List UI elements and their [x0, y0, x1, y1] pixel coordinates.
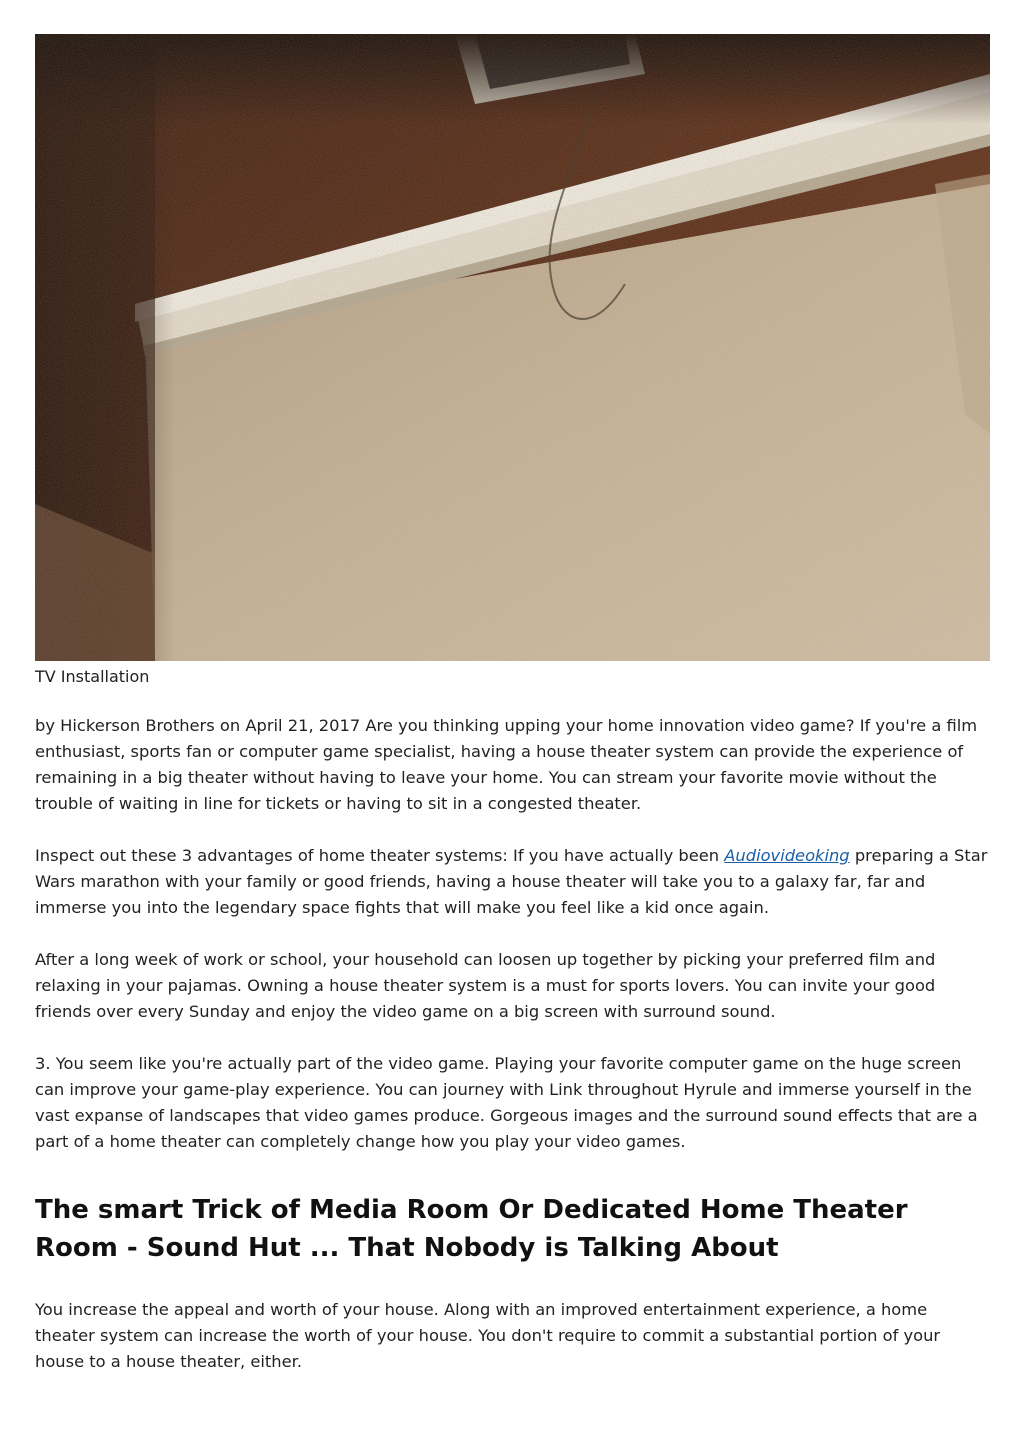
paragraph-advantages-after: preparing a Star Wars marathon with your family or good friends, having a house theater will take you to a galaxy far, far and immerse you into the legendary space fights that will make you feel like a kid once again. — [35, 846, 988, 917]
hero-photo — [35, 34, 990, 661]
article — [35, 34, 990, 1375]
paragraph-intro: by Hickerson Brothers on April 21, 2017 Are you thinking upping your home innovation video game? If you're a film enthusiast, sports fan or computer game specialist, having a house theater system can provide the experience of remaining in a big theater without having to leave your home. You can stream your favorite movie without the trouble of waiting in line for tickets or having to sit in a congested theater. — [35, 716, 978, 813]
paragraph-household: After a long week of work or school, your household can loosen up together by picking your preferred film and relaxing in your pajamas. Owning a house theater system is a must for sports lovers. You can invite your good friends over every Sunday and enjoy the video game on a big screen with surround sound. — [35, 950, 936, 1021]
tv-installation-photo — [35, 34, 990, 661]
image-caption: TV Installation — [35, 667, 150, 686]
paragraph-advantages — [35, 843, 990, 921]
section-heading: The smart Trick of Media Room Or Dedicated Home Theater Room - Sound Hut ... That Nobody is Talking About — [35, 1195, 908, 1263]
paragraph-advantages-before: Inspect out these 3 advantages of home theater systems: If you have actually been — [35, 846, 725, 865]
audiovideoking-link[interactable]: Audiovideoking — [724, 846, 850, 865]
paragraph-video-game: 3. You seem like you're actually part of the video game. Playing your favorite computer game on the huge screen can improve your game-play experience. You can journey with Link throughout Hyrule and immerse yourself in the vast expanse of landscapes that video games produce. Gorgeous images and the surround sound effects that are a part of a home theater can completely change how you play your video games. — [35, 1054, 978, 1151]
paragraph-worth: You increase the appeal and worth of your house. Along with an improved entertainment experience, a home theater system can increase the worth of your house. You don't require to commit a substantial portion of your house to a house theater, either. — [35, 1300, 941, 1371]
